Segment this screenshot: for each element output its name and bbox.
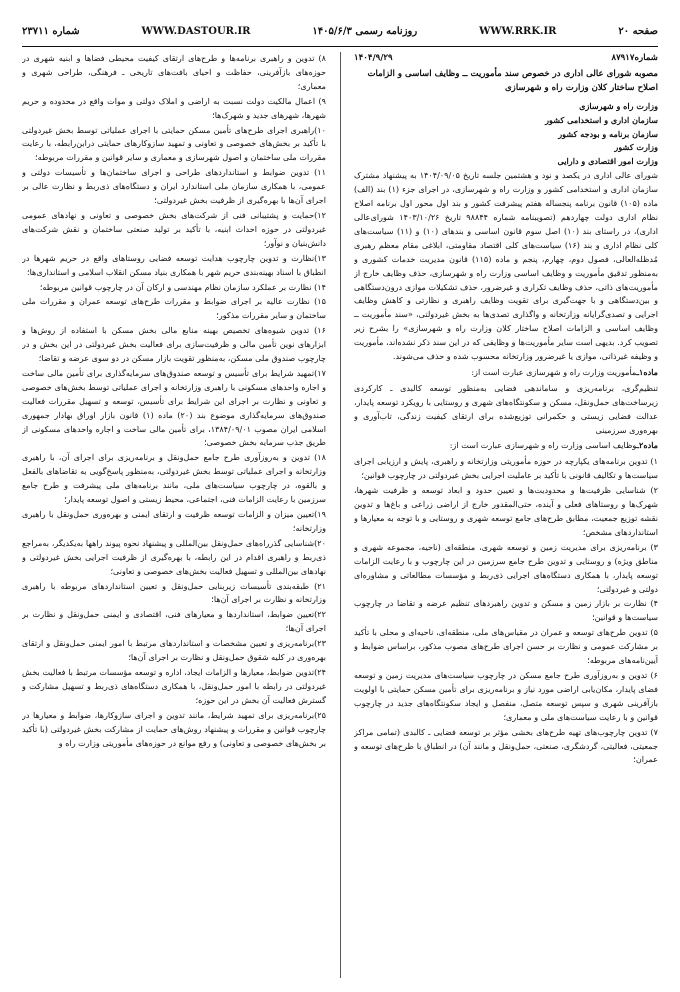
list-item: ۷) تدوین چارچوب‌های تهیه طرح‌های بخشی مؤثر بر توسعه فضایی ـ کالبدی (تمامی مراکز جمعیتی، فعالیتی، گردشگری، صنعتی، حمل‌ونقل و مانند آن) در انطباق با طرح‌های توسعه و عمران؛ (354, 726, 658, 765)
intro-paragraph: شورای عالی اداری در یکصد و نود و هشتمین جلسه تاریخ ۱۴۰۴/۰۹/۰۵ به پیشنهاد مشترک سازمان اداری و استخدامی کشور و وزارت راه و شهرسازی، در اجرای جزء (۱) بند (الف) ماده (۱۰۵) قانون برنامه پنجساله هفتم پیشرفت کشور و بند اول محور اول برنامه اصلاح نظام اداری دولت چهاردهم (تصویبنامه شماره ۹۸۸۴۴ تاریخ ۱۴۰۳/۱۰/۲۶ شورای‌عالی اداری)، در راستای بند (۱۰) اصل سوم قانون اساسی و بندهای (۱۰) و (۱۱) سیاست‌های کلی نظام اداری و بند (۱۶) سیاست‌های کلی اقتصاد مقاومتی، ابلاغی مقام معظم رهبری مُدظله‌العالی، فصول دوم، چهارم، پنجم و ماده (۱۱۵) قانون مدیریت خدمات کشوری و به‌منظور تدقیق مأموریت و وظایف اساسی وزارت راه و شهرسازی، حذف وظایف خارج از مأموریت‌های ذاتی، حذف وظایف تکراری و غیرضرور، حذف تشکیلات موازی درون‌دستگاهی و بین‌دستگاهی و با جهت‌گیری برای تقویت وظایف راهبری و نظارتی و کاهش وظایف اجرایی و تصدی‌گرایانه وزارتخانه و واگذاری تصدی‌ها به بخش غیردولتی، «سند مأموریت ــ وظایف اساسی و الزامات اصلاح ساختار کلان وزارت راه و شهرسازی» را بشرح زیر تصویب کرد. بدیهی است سایر مأموریت‌ها و وظایفی که در این سند ذکر نشده‌اند، مأموریت و وظیفه غیرذاتی، موازی یا غیرضرور وزارتخانه محسوب شده و حذف می‌شوند. (354, 170, 658, 362)
list-item: ۱۸) تدوین و به‌روزآوری طرح جامع حمل‌ونقل و برنامه‌ریزی برای اجرای آن، با راهبری وزارتخانه و اجرای عملیاتی توسط بخش غیردولتی، به‌منظور پاسخ‌گویی به تقاضاهای بالفعل و بالقوه، در چارچوب سیاست‌های ملی، مانند برنامه‌های ملی پیشرفت و طرح جامع سرزمین با رعایت الزامات فنی، اجتماعی، محیط زیستی و اصول توسعه پایدار؛ (22, 452, 326, 505)
addressee: سازمان برنامه و بودجه کشور (558, 128, 658, 139)
list-item: ۱۲)حمایت و پشتیبانی فنی از شرکت‌های بخش خصوصی و تعاونی و نهادهای عمومی غیردولتی در حوزه احداث ابنیه، با تأکید بر تولید صنعتی ساختمان و نقش شرکت‌های دانش‌بنیان و نوآور؛ (22, 209, 326, 248)
list-item: ۱۴) نظارت بر عملکرد سازمان نظام مهندسی و ارکان آن در چارچوب قوانین مربوطه؛ (39, 281, 326, 292)
addressee: وزارت راه و شهرسازی (579, 100, 658, 111)
page-number: صفحه ۲۰ (618, 25, 658, 37)
article-1 (354, 366, 658, 380)
dastour-website-link[interactable]: WWW.DASTOUR.IR (141, 25, 251, 37)
rrk-website-link[interactable]: WWW.RRK.IR (479, 25, 557, 37)
article-1-body: تنظیم‌گری، برنامه‌ریزی و ساماندهی فضایی به‌منظور توسعه کالبدی ـ کارکردی زیرساخت‌های حمل‌ونقل، مسکن و سکونتگاه‌های شهری و روستایی با رویکرد توسعه پایدار، عدالت فضایی زیستی و حکمرانی توزیع‌شده برای ارتقای کیفیت زندگی، تاب‌آوری و بهره‌وری سرزمینی (354, 382, 658, 435)
header-rule (22, 46, 658, 47)
right-column (354, 52, 658, 978)
doc-number: شماره۸۷۹۱۷ (611, 53, 658, 63)
list-item: ۱۶) تدوین شیوه‌های تخصیص بهینه منابع مالی بخش مسکن با استفاده از روش‌ها و ابزارهای نوین تأمین مالی و ظرفیت‌سازی برای فعالیت بخش غیردولتی در این بخش و در چارچوب صندوق ملی مسکن، به‌منظور تقویت بازار مسکن در دو سوی عرضه و تقاضا؛ (22, 325, 326, 364)
article-1-heading: ماده۱ـ (636, 366, 658, 377)
issue-number: شماره ۲۳۷۱۱ (22, 25, 80, 37)
list-item: ۲۱) طبقه‌بندی تأسیسات زیربنایی حمل‌ونقل و تعیین استانداردهای مربوطه با راهبری وزارتخانه و نظارت بر اجرای آن‌ها؛ (22, 580, 326, 605)
left-column (22, 52, 326, 978)
text-columns (22, 52, 658, 978)
addressee: وزارت امور اقتصادی و دارایی (557, 156, 658, 167)
list-item: ۶) تدوین و به‌روزآوری طرح جامع مسکن در چارچوب سیاست‌های مدیریت زمین و توسعه فضای پایدار، مکان‌یابی اراضی مورد نیاز و برنامه‌ریزی برای تأمین مسکن حمایتی با اولویت بازآفرینی شهری و سپس توسعه متصل، منفصل و ایجاد سکونتگاه‌های جدید در چارچوب قوانین و با رعایت سیاست‌های ملی و معماری؛ (354, 669, 658, 722)
list-item: ۸) تدوین و راهبری برنامه‌ها و طرح‌های ارتقای کیفیت محیطی فضاها و ابنیه شهری در حوزه‌های بازآفرینی، حفاظت و احیای بافت‌های تاریخی ـ فرهنگی، طراحی شهری و معماری؛ (22, 53, 326, 91)
resolution-title: مصوبه شورای عالی اداری در خصوص سند مأموریت ــ وظایف اساسی و الزامات اصلاح ساختار کلان وزارت راه و شهرسازی (367, 68, 658, 93)
list-item: ۲۰)شناسایی گذرراه‌های حمل‌ونقل بین‌المللی و پیشنهاد نحوه پیوند راهها به‌یکدیگر، به‌مراجع ذی‌ربط و راهبری اقدام در این رابطه، با بهره‌گیری از ظرفیت اجرایی بخش غیردولتی و نهادهای بین‌المللی و تسهیل فعالیت بخش‌های خصوصی و تعاونی؛ (22, 537, 326, 576)
column-divider (340, 52, 341, 978)
list-item: ۱۰)راهبری اجرای طرح‌های تأمین مسکن حمایتی با اجرای عملیاتی توسط بخش غیردولتی با تأکید بر بخش‌های خصوصی و تعاونی و تمهید سازوکارهای حمایتی درابن‌رابطه، با رعایت مقررات ملی ساختمان و اصول شهرسازی و معماری و سایر قوانین و مقررات مربوطه؛ (22, 124, 326, 163)
addressee: سازمان اداری و استخدامی کشور (545, 114, 658, 125)
list-item: ۱) تدوین برنامه‌های یکپارچه در حوزه مأموریتی وزارتخانه و راهبری، پایش و ارزیابی اجرای سیاست‌ها و تکالیف قانونی با تأکید بر عاملیت اجرایی بخش غیردولتی در چارچوب قوانین؛ (354, 456, 658, 481)
list-item: ۱۷)تمهید شرایط برای تأسیس و توسعه صندوق‌های سرمایه‌گذاری برای تأمین مالی ساخت و اجاره واحدهای مسکونی با راهبری وزارتخانه و اجرای عملیاتی توسط بخش‌های خصوصی و تعاونی و نظارت بر اجرای این شرایط برای تأسیس، توسعه و تسهیل مقررات فعالیت صندوق‌های سرمایه‌گذاری موضوع بند (۲۰) ماده (۱) قانون بازار اوراق بهادار جمهوری اسلامی ایران مصوب ۱۳۸۴/۰۹/۰۱، برای تأمین مالی ساخت و اجاره واحدهای مسکونی از طریق جذب سرمایه بخش خصوصی؛ (22, 367, 326, 448)
list-item: ۲۲)تعیین ضوابط، استانداردها و معیارهای فنی، اقتصادی و ایمنی حمل‌ونقل و نظارت بر اجرای آن‌ها؛ (22, 609, 326, 634)
gazette-date: روزنامه رسمی ۱۴۰۵/۶/۳ (312, 25, 418, 37)
doc-date: ۱۴۰۴/۹/۲۹ (354, 53, 393, 63)
article-2-heading: ماده۲ـ (636, 440, 658, 451)
list-item: ۲۵)برنامه‌ریزی برای تمهید شرایط، مانند تدوین و اجرای سازوکارها، ضوابط و معیارها در چارچوب قوانین و مقررات و پیشنهاد روش‌های حمایت از مشارکت بخش غیردولتی (با تأکید بر بخش‌های خصوصی و تعاونی) و رفع موانع در حوزه‌های مأموریتی وزارت راه و (22, 709, 326, 748)
list-item: ۱۹)تعیین میزان و الزامات توسعه ظرفیت و ارتقای ایمنی و بهره‌وری حمل‌ونقل با راهبری وزارتخانه؛ (22, 509, 326, 533)
list-item: ۱۱) تدوین ضوابط و استانداردهای طراحی و اجرای ساختمان‌ها و تأسیسات دولتی و عمومی، با همکاری سازمان ملی استاندارد ایران و دستگاه‌های ذی‌ربط و نظارت عالی بر اجرای آن‌ها با بهره‌گیری از ظرفیت بخش غیردولتی؛ (22, 167, 326, 206)
article-2-lead: وظایف اساسی وزارت راه و شهرسازی عبارت است از: (449, 440, 637, 451)
list-item: ۱۳)نظارت و تدوین چارچوب هدایت توسعه فضایی روستاهای واقع در حریم شهرها در انطباق با اسناد بهینه‌بندی حریم شهر با همکاری بنیاد مسکن انقلاب اسلامی و استانداری‌ها؛ (22, 252, 326, 277)
list-item: ۳) برنامه‌ریزی برای مدیریت زمین و توسعه شهری، منطقه‌ای (ناحیه، مجموعه شهری و مناطق ویژه) و روستایی و تدوین طرح جامع سرزمین در این چارچوب و با رعایت الزامات توسعه پایدار، با همکاری دستگاه‌های اجرایی ذی‌ربط و مؤسسات مطالعاتی و مشاوره‌ای دولتی و غیردولتی؛ (354, 541, 658, 594)
list-item: ۲۳)برنامه‌ریزی و تعیین مشخصات و استانداردهای مرتبط با امور ایمنی حمل‌ونقل و ارتقای بهره‌وری در کلیه شقوق حمل‌ونقل و نظارت بر اجرای آن‌ها؛ (22, 638, 326, 663)
addressee: وزارت کشور (614, 142, 658, 153)
article-1-lead: مأموریت وزارت راه و شهرسازی عبارت است از: (471, 366, 637, 377)
list-item: ۱۵) نظارت عالیه بر اجرای ضوابط و مقررات طرح‌های توسعه عمران و مقررات ملی ساختمان و سایر مقررات مذکور؛ (22, 296, 326, 321)
list-item: ۲) شناسایی ظرفیت‌ها و محدودیت‌ها و تعیین حدود و ابعاد توسعه و ظرفیت شهرها، شهرک‌ها و روستاهای فعلی و آینده، حتی‌المقدور خارج از اراضی زراعی و باغ‌ها و تدوین نقشه توزیع جمعیت، مطابق طرح‌های جامع توسعه شهری و روستایی و با توجه به معیارها و استانداردهای مشخص؛ (354, 485, 658, 537)
list-item: ۵) تدوین طرح‌های توسعه و عمران در مقیاس‌های ملی، منطقه‌ای، ناحیه‌ای و محلی با تأکید بر مشارکت عمومی و نظارت بر حسن اجرای طرح‌های مصوب مذکور، براساس ضوابط و آیین‌نامه‌های مربوطه؛ (354, 627, 658, 666)
list-item: ۹) اعمال مالکیت دولت نسبت به اراضی و املاک دولتی و موات واقع در محدوده و حریم شهرها، شهرهای جدید و شهرک‌ها؛ (22, 95, 326, 120)
article-2 (354, 439, 658, 453)
page-header (22, 18, 658, 44)
list-item: ۴) نظارت بر بازار زمین و مسکن و تدوین راهبردهای تنظیم عرضه و تقاضا در چارچوب سیاست‌ها و قوانین؛ (354, 598, 658, 623)
doc-meta (354, 52, 658, 66)
list-item: ۲۴)تدوین ضوابط، معیارها و الزامات ایجاد، اداره و توسعه مؤسسات مرتبط با فعالیت بخش غیردولتی در رابطه با امور حمل‌ونقل، با همکاری دستگاه‌های ذی‌ربط و تسهیل مشارکت و گسترش فعالیت آن بخش در این حوزه؛ (22, 666, 326, 705)
gazette-page (22, 18, 658, 978)
